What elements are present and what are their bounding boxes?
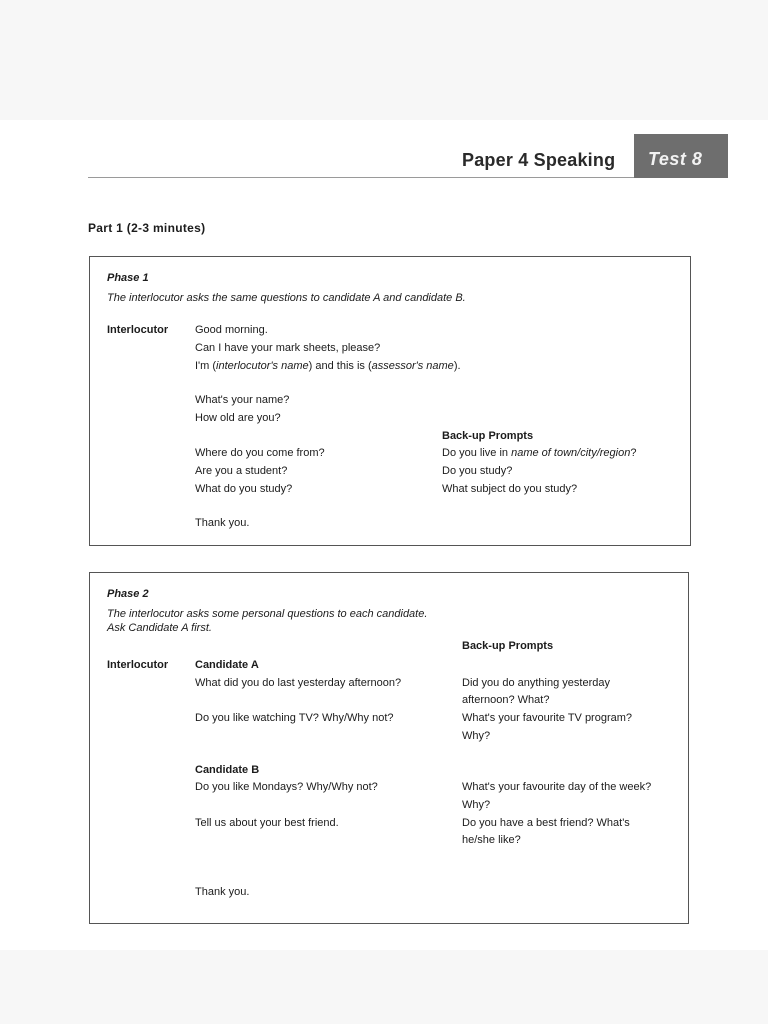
candidate-b-prompt: Why? — [462, 799, 491, 811]
phase1-backup-prompt: Do you study? — [442, 465, 513, 477]
phase1-role-label: Interlocutor — [107, 324, 169, 336]
phase1-instruction: The interlocutor asks the same questions to candidate A and candidate B. — [107, 292, 466, 304]
phase1-question: Are you a student? — [195, 465, 288, 477]
header-divider — [88, 177, 634, 178]
phase1-title: Phase 1 — [107, 272, 149, 284]
phase1-greeting-1: Good morning. — [195, 324, 268, 336]
phase1-question: What do you study? — [195, 483, 293, 495]
part-heading: Part 1 (2-3 minutes) — [88, 221, 206, 235]
phase1-intro-line: I'm (interlocutor's name) and this is (assessor's name). — [195, 360, 461, 372]
candidate-a-question: Do you like watching TV? Why/Why not? — [195, 712, 394, 724]
phase1-question: What's your name? — [195, 394, 290, 406]
phase1-question: Where do you come from? — [195, 447, 325, 459]
phase2-thanks: Thank you. — [195, 886, 250, 898]
candidate-a-label: Candidate A — [195, 659, 259, 671]
candidate-b-question: Do you like Mondays? Why/Why not? — [195, 781, 378, 793]
candidate-a-prompt: Did you do anything yesterday — [462, 677, 610, 689]
phase2-role-label: Interlocutor — [107, 659, 169, 671]
phase2-instruction-1: The interlocutor asks some personal questions to each candidate. — [107, 608, 428, 620]
candidate-a-prompt: What's your favourite TV program? — [462, 712, 633, 724]
test-label: Test 8 — [648, 149, 703, 169]
candidate-b-prompt: Do you have a best friend? What's — [462, 817, 630, 829]
candidate-b-label: Candidate B — [195, 764, 260, 776]
candidate-a-prompt: afternoon? What? — [462, 694, 550, 706]
phase1-backup-prompt: What subject do you study? — [442, 483, 578, 495]
candidate-b-prompt: What's your favourite day of the week? — [462, 781, 652, 793]
candidate-b-prompt: he/she like? — [462, 834, 521, 846]
page-title: Paper 4 Speaking — [462, 150, 616, 170]
phase2-title: Phase 2 — [107, 588, 149, 600]
phase1-thanks: Thank you. — [195, 517, 250, 529]
phase1-backup-prompt: Do you live in name of town/city/region? — [442, 447, 637, 459]
phase2-backup-heading: Back-up Prompts — [462, 640, 554, 652]
test-label-tab — [634, 134, 728, 178]
candidate-a-prompt: Why? — [462, 730, 491, 742]
phase1-backup-heading: Back-up Prompts — [442, 430, 534, 442]
phase1-question: How old are you? — [195, 412, 281, 424]
phase1-greeting-2: Can I have your mark sheets, please? — [195, 342, 381, 354]
candidate-b-question: Tell us about your best friend. — [195, 817, 339, 829]
candidate-a-question: What did you do last yesterday afternoon? — [195, 677, 402, 689]
phase2-instruction-2: Ask Candidate A first. — [107, 622, 212, 634]
